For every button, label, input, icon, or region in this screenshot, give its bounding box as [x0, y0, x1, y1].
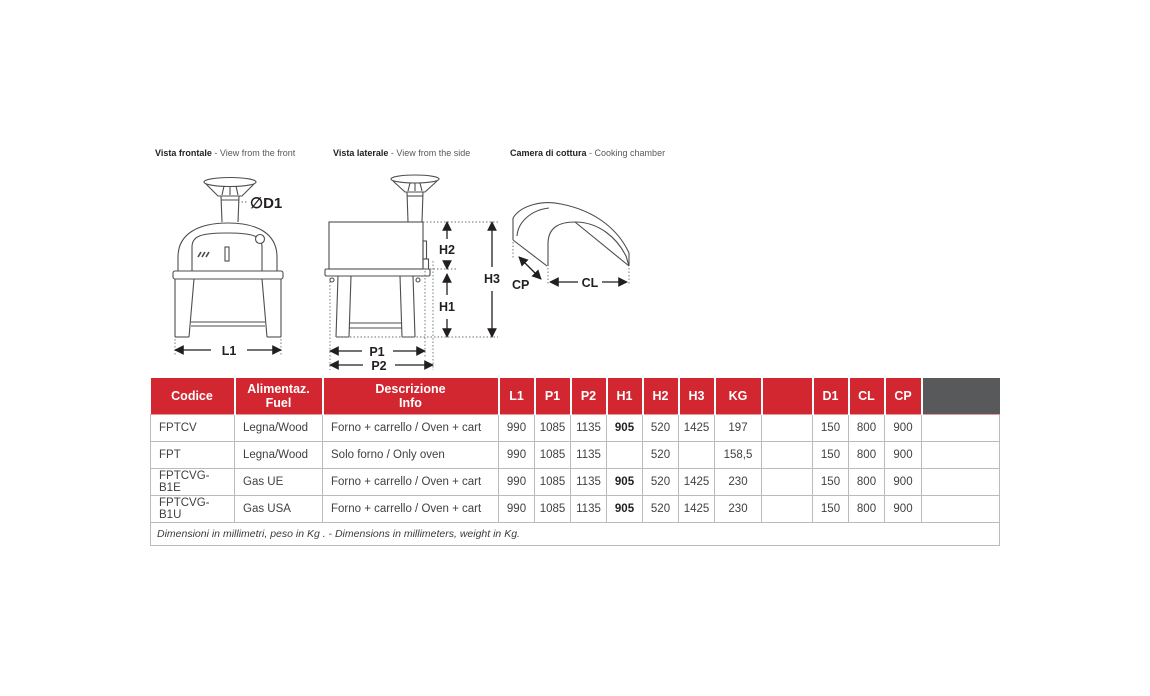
col-header-fuel [235, 378, 323, 415]
l1-label: L1 [221, 344, 237, 358]
cell-descrizione: Solo forno / Only oven [323, 442, 499, 469]
cell-l1: 990 [499, 469, 535, 496]
cell-cl: 800 [849, 469, 885, 496]
cell-l1: 990 [499, 442, 535, 469]
front-view-drawing [148, 165, 318, 375]
cell-descrizione: Forno + carrello / Oven + cart [323, 415, 499, 442]
col-header-l1: L1 [499, 378, 535, 415]
h1-label: H1 [439, 300, 455, 314]
cell-fuel: Legna/Wood [235, 442, 323, 469]
cell-h2: 520 [643, 415, 679, 442]
cell-cl: 800 [849, 442, 885, 469]
col-header-cl: CL [849, 378, 885, 415]
cell-h3: 1425 [679, 469, 715, 496]
table-footer-note: Dimensioni in millimetri, peso in Kg . - Dimensions in millimeters, weight in Kg. [151, 523, 1000, 546]
cell-cp: 900 [885, 442, 922, 469]
cp-label: CP [512, 278, 530, 292]
cell-kg: 230 [715, 469, 762, 496]
cell-end [922, 469, 1000, 496]
table-row [151, 469, 1000, 496]
cell-spacer [762, 496, 813, 523]
cell-h3: 1425 [679, 496, 715, 523]
cell-h1: 905 [607, 496, 643, 523]
side-view-title-en: - View from the side [388, 148, 471, 158]
side-view-title [333, 148, 470, 158]
cell-fuel: Legna/Wood [235, 415, 323, 442]
cell-kg: 230 [715, 496, 762, 523]
cell-h1: 905 [607, 469, 643, 496]
col-header-h1: H1 [607, 378, 643, 415]
cell-h2: 520 [643, 442, 679, 469]
cell-cp: 900 [885, 496, 922, 523]
chamber-title-en: - Cooking chamber [586, 148, 666, 158]
col-header-line: Descrizione [375, 381, 446, 396]
p2-label: P2 [371, 359, 387, 373]
cell-descrizione: Forno + carrello / Oven + cart [323, 469, 499, 496]
d1-label: ∅D1 [250, 195, 283, 212]
cell-h3 [679, 442, 715, 469]
cell-fuel: Gas UE [235, 469, 323, 496]
col-header-codice: Codice [151, 378, 235, 415]
cell-h1: 905 [607, 415, 643, 442]
side-view-title-it: Vista laterale [333, 148, 389, 158]
extension-lines [513, 242, 629, 285]
cell-h2: 520 [643, 469, 679, 496]
cell-codice: FPT [151, 442, 235, 469]
cell-p1: 1085 [535, 496, 571, 523]
cell-spacer [762, 415, 813, 442]
front-view-title [155, 148, 295, 158]
p1-label: P1 [369, 345, 385, 359]
col-header-p2: P2 [571, 378, 607, 415]
col-header-h3: H3 [679, 378, 715, 415]
vent-slits [198, 252, 209, 257]
cell-h3: 1425 [679, 415, 715, 442]
col-header-line: Info [399, 396, 422, 410]
cell-kg: 197 [715, 415, 762, 442]
cell-d1: 150 [813, 415, 849, 442]
cell-end [922, 442, 1000, 469]
col-header-d1: D1 [813, 378, 849, 415]
chamber-title [510, 148, 665, 158]
cell-fuel: Gas USA [235, 496, 323, 523]
cell-codice: FPTCVG-B1U [151, 496, 235, 523]
chamber-outline [513, 203, 629, 266]
cell-cp: 900 [885, 415, 922, 442]
cell-h1 [607, 442, 643, 469]
cell-p2: 1135 [571, 469, 607, 496]
cell-end [922, 496, 1000, 523]
front-view-title-it: Vista frontale [155, 148, 212, 158]
thermometer-dial [256, 235, 265, 244]
cell-d1: 150 [813, 469, 849, 496]
col-header-descrizione [323, 378, 499, 415]
chamber-title-it: Camera di cottura [510, 148, 587, 158]
dimension-arrows [330, 222, 492, 365]
col-header-p1: P1 [535, 378, 571, 415]
table-footer-row [151, 523, 1000, 546]
col-header-cp: CP [885, 378, 922, 415]
spec-table [150, 378, 1000, 546]
cell-codice: FPTCV [151, 415, 235, 442]
header-row [151, 378, 1000, 415]
cell-p1: 1085 [535, 469, 571, 496]
cell-d1: 150 [813, 442, 849, 469]
cell-p2: 1135 [571, 496, 607, 523]
cell-codice: FPTCVG-B1E [151, 469, 235, 496]
cooking-chamber-drawing [505, 160, 665, 305]
cell-spacer [762, 469, 813, 496]
cell-l1: 990 [499, 496, 535, 523]
cell-end [922, 415, 1000, 442]
cell-d1: 150 [813, 496, 849, 523]
cell-p1: 1085 [535, 415, 571, 442]
side-view-drawing [318, 165, 508, 373]
cell-l1: 990 [499, 415, 535, 442]
cell-cl: 800 [849, 415, 885, 442]
cell-kg: 158,5 [715, 442, 762, 469]
col-header-line: Fuel [265, 396, 292, 410]
col-header-spacer [762, 378, 813, 415]
cell-p1: 1085 [535, 442, 571, 469]
col-header-end [922, 378, 1000, 415]
cell-spacer [762, 442, 813, 469]
table-row [151, 496, 1000, 523]
col-header-h2: H2 [643, 378, 679, 415]
dimension-arrows [519, 257, 627, 282]
table-row [151, 415, 1000, 442]
col-header-line: Alimentaz. [247, 381, 310, 396]
table-row [151, 442, 1000, 469]
cell-p2: 1135 [571, 442, 607, 469]
h3-label: H3 [484, 272, 500, 286]
cell-p2: 1135 [571, 415, 607, 442]
front-view-title-en: - View from the front [211, 148, 296, 158]
cl-label: CL [581, 276, 599, 290]
cell-h2: 520 [643, 496, 679, 523]
oven-side-outline [325, 175, 439, 337]
cell-cl: 800 [849, 496, 885, 523]
h2-label: H2 [439, 243, 455, 257]
cell-descrizione: Forno + carrello / Oven + cart [323, 496, 499, 523]
cell-cp: 900 [885, 469, 922, 496]
col-header-kg: KG [715, 378, 762, 415]
